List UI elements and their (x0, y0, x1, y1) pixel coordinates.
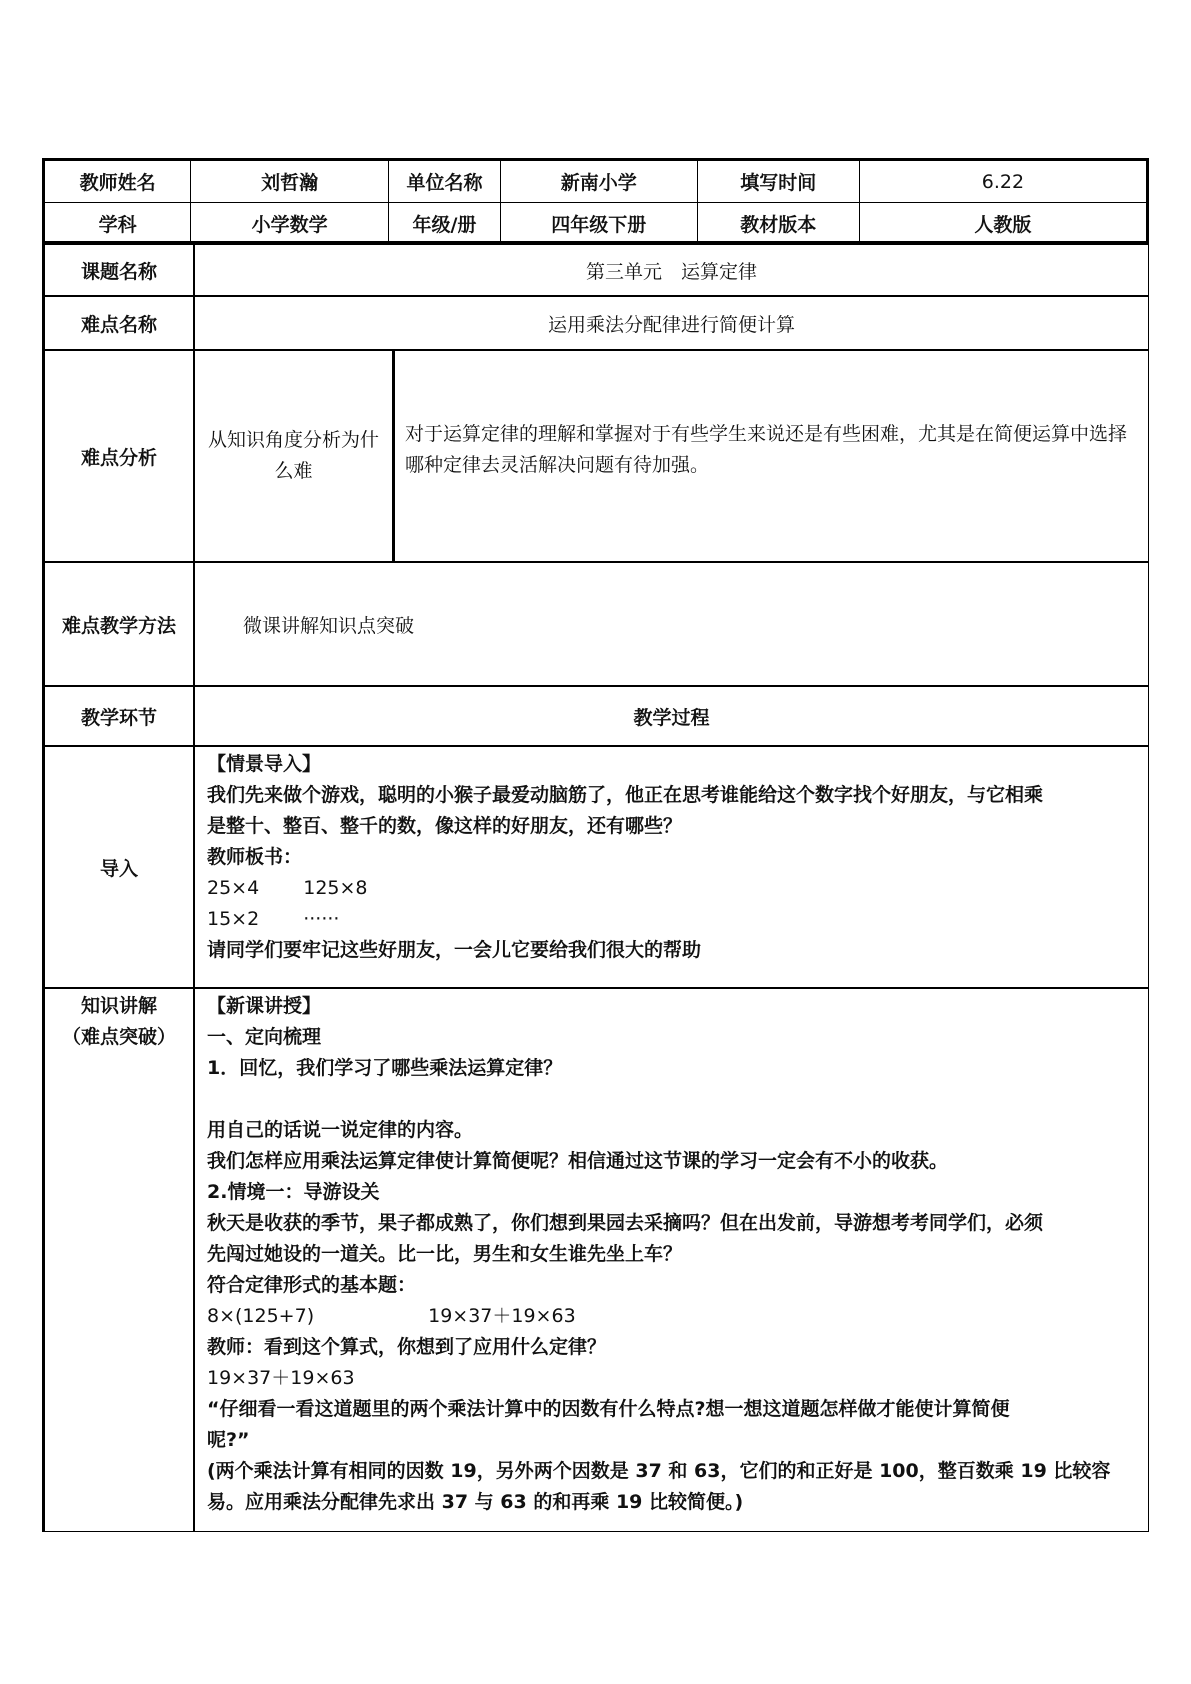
knowledge-line: 【新课讲授】 (207, 995, 322, 1017)
textbook-value: 人教版 (859, 203, 1147, 245)
analysis-sub-label: 从知识角度分析为什么难 (195, 351, 395, 561)
fill-time-value: 6.22 (859, 160, 1147, 203)
unit-name-value: 新南小学 (500, 160, 697, 203)
knowledge-line: 我们怎样应用乘法运算定律使计算简便呢？相信通过这节课的学习一定会有不小的收获。 (207, 1150, 949, 1172)
process-header-right: 教学过程 (633, 706, 710, 729)
teacher-name-value: 刘哲瀚 (191, 160, 389, 203)
analysis-label: 难点分析 (45, 351, 195, 561)
process-header-row (42, 686, 1149, 746)
intro-line: 请同学们要牢记这些好朋友，一会儿它要给我们很大的帮助 (207, 939, 702, 961)
knowledge-line: 先闯过她设的一道关。比一比，男生和女生谁先坐上车？ (207, 1243, 683, 1265)
grade-value: 四年级下册 (500, 203, 697, 245)
knowledge-row (42, 988, 1149, 1532)
knowledge-line: 呢?” (207, 1429, 250, 1451)
knowledge-line: (两个乘法计算有相同的因数 19，另外两个因数是 37 和 63，它们的和正好是 100，整百数乘 19 比较容 (207, 1460, 1111, 1482)
difficulty-value: 运用乘法分配律进行简便计算 (547, 313, 795, 336)
analysis-row (42, 350, 1149, 562)
knowledge-line: 一、定向梳理 (207, 1026, 322, 1048)
process-header-left: 教学环节 (45, 687, 195, 745)
difficulty-row (42, 296, 1149, 350)
knowledge-line: 8×(125+7) 19×37＋19×63 (207, 1305, 576, 1327)
knowledge-line: 教师：看到这个算式，你想到了应用什么定律？ (207, 1336, 607, 1358)
topic-row (42, 241, 1149, 296)
knowledge-line: 用自己的话说一说定律的内容。 (207, 1119, 474, 1141)
intro-line: 是整十、整百、整千的数，像这样的好朋友，还有哪些？ (207, 815, 683, 837)
knowledge-content (207, 991, 1142, 1518)
method-label: 难点教学方法 (45, 563, 195, 685)
intro-row (42, 746, 1149, 988)
intro-line: 15×2 ······ (207, 908, 340, 930)
intro-line: 教师板书： (207, 846, 303, 868)
topic-value: 第三单元 运算定律 (585, 260, 757, 283)
teacher-name-label: 教师姓名 (44, 160, 191, 203)
subject-label: 学科 (44, 203, 191, 245)
intro-label: 导入 (45, 747, 195, 987)
knowledge-line: 秋天是收获的季节，果子都成熟了，你们想到果园去采摘吗？但在出发前，导游想考考同学们，必须 (207, 1212, 1044, 1234)
intro-content (207, 749, 1142, 966)
knowledge-line: 易。应用乘法分配律先求出 37 与 63 的和再乘 19 比较简便。) (207, 1491, 744, 1513)
knowledge-line: 符合定律形式的基本题： (207, 1274, 417, 1296)
topic-label: 课题名称 (45, 244, 195, 296)
knowledge-label (45, 989, 195, 1531)
intro-line: 25×4 125×8 (207, 877, 368, 899)
textbook-label: 教材版本 (697, 203, 859, 245)
header-row-1 (44, 160, 1148, 203)
knowledge-blank-line (207, 1084, 1142, 1115)
knowledge-label-line1: 知识讲解 (80, 995, 157, 1017)
knowledge-line: 2.情境一：导游设关 (207, 1181, 380, 1203)
knowledge-line: 1．回忆，我们学习了哪些乘法运算定律？ (207, 1057, 563, 1079)
grade-label: 年级/册 (389, 203, 501, 245)
method-value: 微课讲解知识点突破 (243, 614, 415, 637)
knowledge-line: 19×37＋19×63 (207, 1367, 355, 1389)
intro-line: 【情景导入】 (207, 753, 322, 775)
subject-value: 小学数学 (191, 203, 389, 245)
header-row-2 (44, 203, 1148, 245)
header-info-table (42, 158, 1149, 245)
unit-name-label: 单位名称 (389, 160, 501, 203)
difficulty-label: 难点名称 (45, 297, 195, 349)
fill-time-label: 填写时间 (697, 160, 859, 203)
intro-line: 我们先来做个游戏，聪明的小猴子最爱动脑筋了，他正在思考谁能给这个数字找个好朋友，与它相乘 (207, 784, 1044, 806)
analysis-text: 对于运算定律的理解和掌握对于有些学生来说还是有些困难，尤其是在简便运算中选择哪种定律去灵活解决问题有待加强。 (405, 423, 1128, 476)
knowledge-line: “仔细看一看这道题里的两个乘法计算中的因数有什么特点?想一想这道题怎样做才能使计算简便 (207, 1398, 1010, 1420)
knowledge-label-line2: （难点突破） (61, 1026, 176, 1048)
method-row (42, 562, 1149, 686)
